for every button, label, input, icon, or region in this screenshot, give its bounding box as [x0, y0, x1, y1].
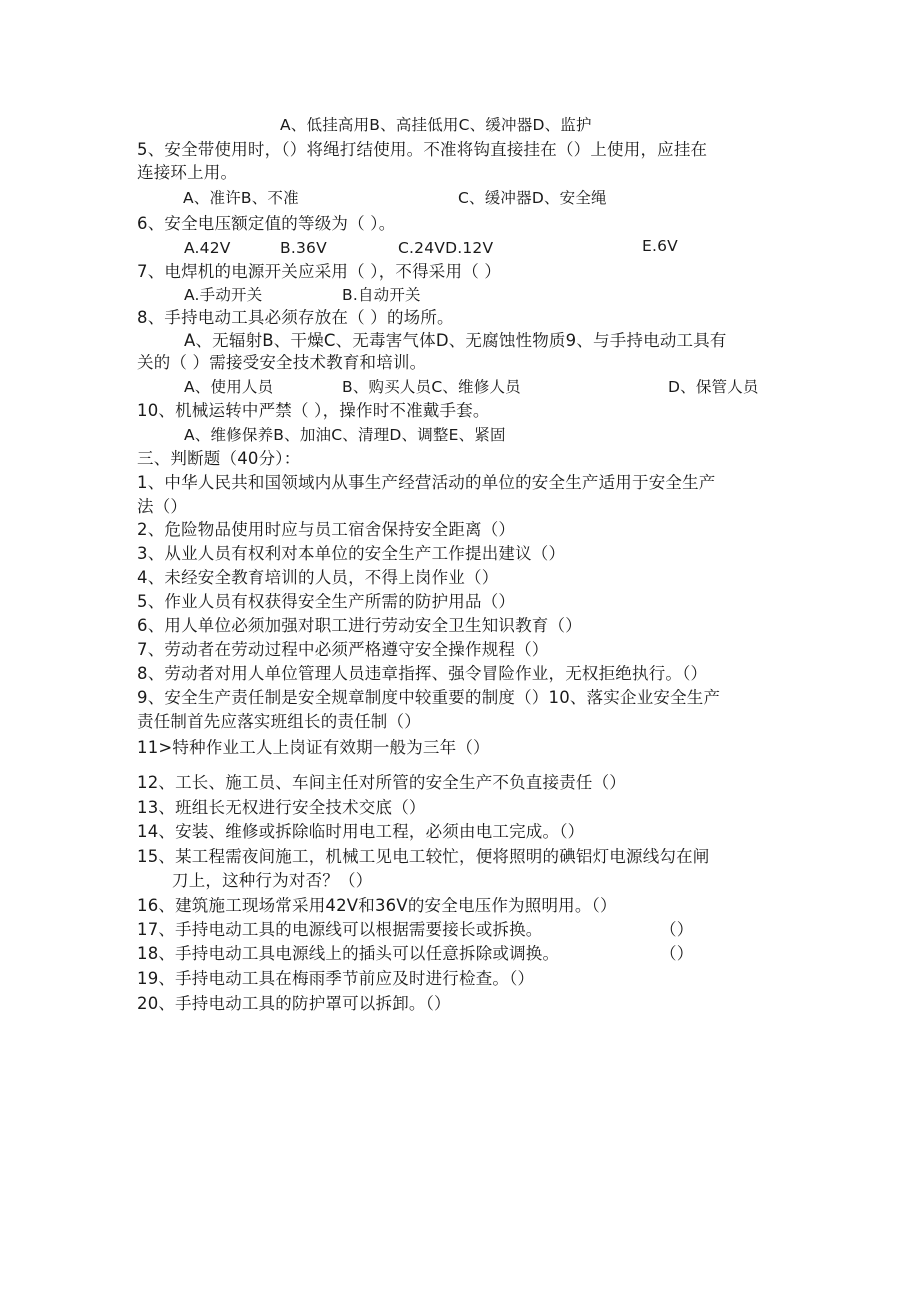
tf-item-18-answer-mark: （） [660, 944, 694, 963]
tf-item-8: 8、劳动者对用人单位管理人员违章指挥、强令冒险作业，无权拒绝执行。（） [137, 664, 708, 683]
tf-item-12: 12、工长、施工员、车间主任对所管的安全生产不负直接责任（） [137, 773, 626, 792]
q10-options: A、维修保养B、加油C、清理D、调整E、紧固 [184, 426, 506, 444]
tf-item-9-10-line1: 9、安全生产责任制是安全规章制度中较重要的制度（）10、落实企业安全生产 [137, 688, 721, 707]
tf-item-5: 5、作业人员有权获得安全生产所需的防护用品（） [137, 592, 516, 611]
tf-item-16: 16、建筑施工现场常采用42V和36V的安全电压作为照明用。（） [137, 896, 617, 915]
tf-item-1-line2: 法（） [137, 497, 188, 516]
tf-item-7: 7、劳动者在劳动过程中必须严格遵守安全操作规程（） [137, 640, 549, 659]
q4-options: A、低挂高用B、高挂低用C、缓冲器D、监护 [280, 116, 592, 134]
q9-option-d: D、保管人员 [668, 378, 759, 396]
q8-stem: 8、手持电动工具必须存放在（ ）的场所。 [137, 308, 454, 327]
tf-item-1-line1: 1、中华人民共和国领域内从事生产经营活动的单位的安全生产适用于安全生产 [137, 473, 716, 492]
tf-item-10-line2: 责任制首先应落实班组长的责任制（） [137, 712, 421, 731]
q9-option-bc: B、购买人员C、维修人员 [342, 378, 521, 396]
tf-item-20: 20、手持电动工具的防护罩可以拆卸。（） [137, 994, 451, 1013]
q7-option-a: A.手动开关 [184, 286, 263, 304]
q10-stem: 10、机械运转中严禁（ ），操作时不准戴手套。 [137, 401, 490, 420]
tf-item-11: 11>特种作业工人上岗证有效期一般为三年（） [137, 738, 490, 757]
q8-options-q9-line1: A、无辐射B、干燥C、无毒害气体D、无腐蚀性物质9、与手持电动工具有 [184, 331, 727, 350]
q7-option-b: B.自动开关 [342, 286, 421, 304]
q5-stem-line1: 5、安全带使用时，（）将绳打结使用。不准将钩直接挂在（）上使用，应挂在 [137, 140, 708, 159]
q6-option-b: B.36V [280, 239, 327, 257]
q6-option-e: E.6V [642, 237, 678, 255]
tf-item-13: 13、班组长无权进行安全技术交底（） [137, 798, 426, 817]
tf-item-2: 2、危险物品使用时应与员工宿舍保持安全距离（） [137, 520, 516, 539]
tf-item-18: 18、手持电动工具电源线上的插头可以任意拆除或调换。 [137, 944, 560, 963]
q5-option-ab: A、准许B、不准 [183, 189, 299, 207]
tf-item-14: 14、安装、维修或拆除临时用电工程，必须由电工完成。（） [137, 822, 585, 841]
q5-option-cd: C、缓冲器D、安全绳 [458, 189, 607, 207]
q5-stem-line2: 连接环上用。 [137, 163, 238, 182]
tf-item-15-line2: 刀上，这种行为对否？（） [172, 871, 373, 890]
q6-stem: 6、安全电压额定值的等级为（ ）。 [137, 214, 396, 233]
tf-item-17: 17、手持电动工具的电源线可以根据需要接长或拆换。 [137, 920, 543, 939]
tf-item-15-line1: 15、某工程需夜间施工，机械工见电工较忙，便将照明的碘铝灯电源线勾在闸 [137, 847, 710, 866]
tf-item-4: 4、未经安全教育培训的人员，不得上岗作业（） [137, 568, 499, 587]
section3-title: 三、判断题（40分）： [137, 449, 301, 468]
tf-item-3: 3、从业人员有权利对本单位的安全生产工作提出建议（） [137, 544, 566, 563]
tf-item-6: 6、用人单位必须加强对职工进行劳动安全卫生知识教育（） [137, 616, 582, 635]
q6-option-cd: C.24VD.12V [398, 239, 494, 257]
q6-option-a: A.42V [184, 239, 231, 257]
q9-line2: 关的（ ）需接受安全技术教育和培训。 [137, 353, 427, 372]
tf-item-17-answer-mark: （） [660, 920, 694, 939]
q9-option-a: A、使用人员 [184, 378, 274, 396]
tf-item-19: 19、手持电动工具在梅雨季节前应及时进行检查。（） [137, 969, 535, 988]
q7-stem: 7、电焊机的电源开关应采用（ ），不得采用（ ） [137, 262, 502, 281]
